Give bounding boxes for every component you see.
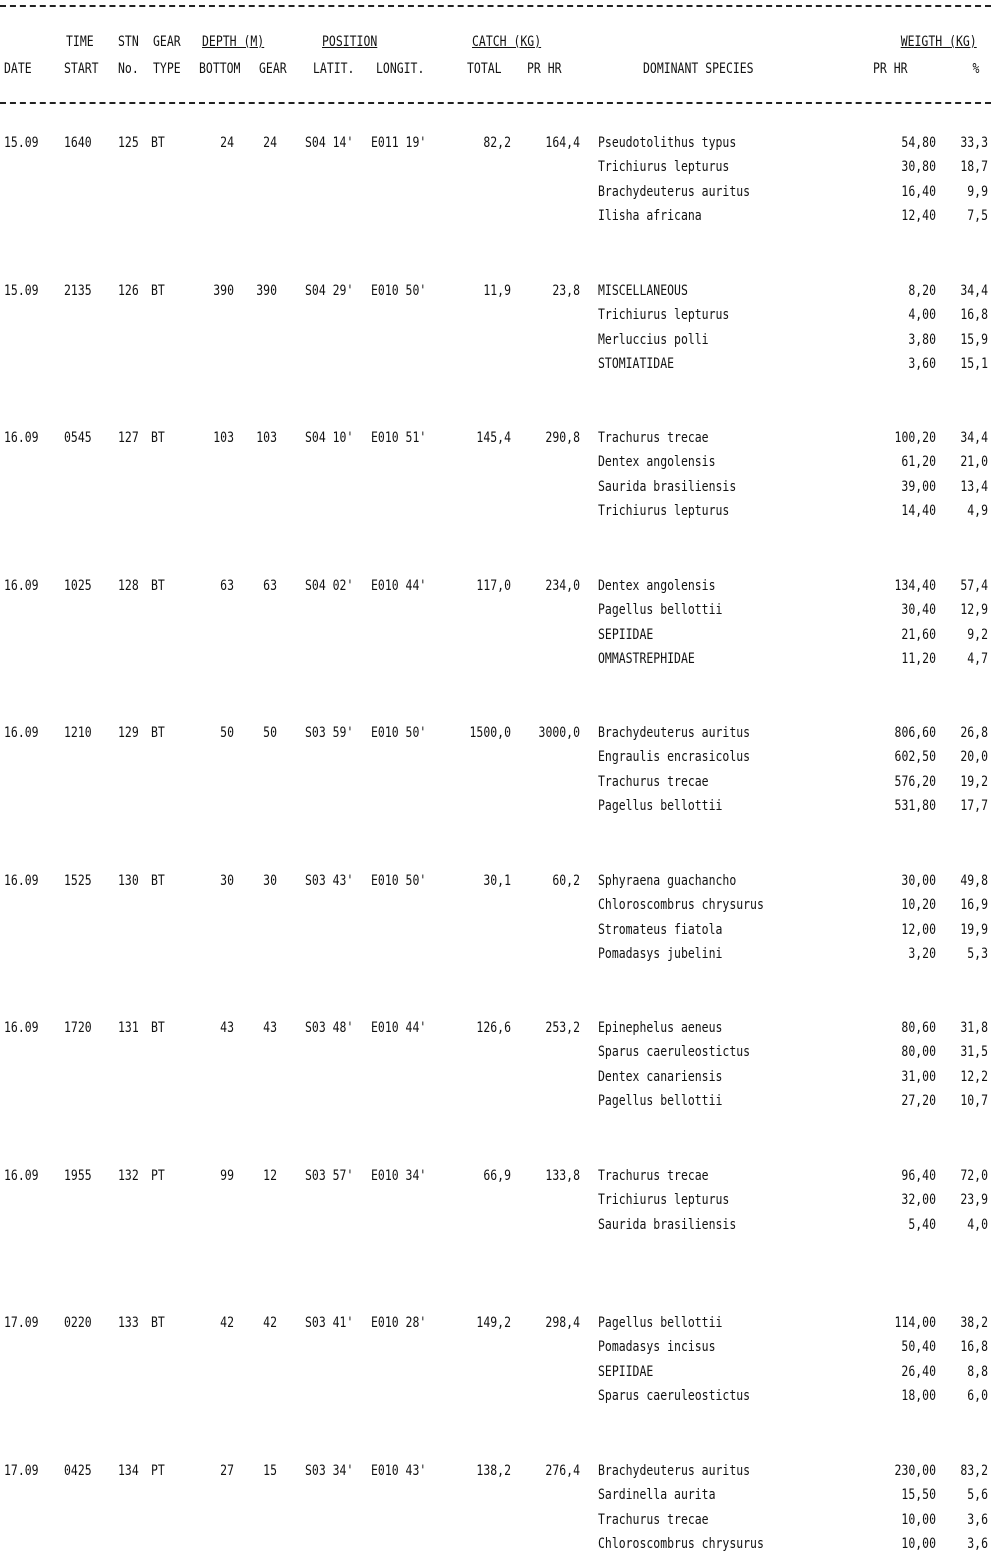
species-percent: 10,7 xyxy=(960,1093,988,1109)
header-start: START xyxy=(64,61,99,77)
header-bottom: BOTTOM xyxy=(199,61,241,77)
station-date: 16.09 xyxy=(4,873,39,889)
station-gear-depth: 63 xyxy=(263,578,277,594)
species-percent: 13,4 xyxy=(960,479,988,495)
species-percent: 19,2 xyxy=(960,774,988,790)
species-name: Chloroscombrus chrysurus xyxy=(598,1536,764,1552)
station-bottom-depth: 99 xyxy=(220,1168,234,1184)
station-bottom-depth: 30 xyxy=(220,873,234,889)
station-bottom-depth: 390 xyxy=(213,283,234,299)
station-catch-prhr: 23,8 xyxy=(552,283,580,299)
species-weight-prhr: 134,40 xyxy=(894,578,936,594)
station-catch-total: 66,9 xyxy=(483,1168,511,1184)
species-percent: 34,4 xyxy=(960,283,988,299)
station-catch-total: 138,2 xyxy=(476,1463,511,1479)
station-catch-prhr: 60,2 xyxy=(552,873,580,889)
species-weight-prhr: 100,20 xyxy=(894,430,936,446)
species-name: Brachydeuterus auritus xyxy=(598,725,751,741)
species-percent: 9,2 xyxy=(967,627,988,643)
station-bottom-depth: 50 xyxy=(220,725,234,741)
station-gear-type: BT xyxy=(151,1315,165,1331)
species-weight-prhr: 12,00 xyxy=(901,922,936,938)
station-date: 16.09 xyxy=(4,1168,39,1184)
species-percent: 19,9 xyxy=(960,922,988,938)
station-time: 0425 xyxy=(64,1463,92,1479)
station-bottom-depth: 27 xyxy=(220,1463,234,1479)
species-name: Epinephelus aeneus xyxy=(598,1020,723,1036)
station-longitude: E011 19' xyxy=(371,135,427,151)
species-name: Pagellus bellottii xyxy=(598,1315,723,1331)
species-weight-prhr: 10,00 xyxy=(901,1512,936,1528)
species-weight-prhr: 3,60 xyxy=(908,356,936,372)
species-name: Trachurus trecae xyxy=(598,430,709,446)
station-longitude: E010 43' xyxy=(371,1463,427,1479)
station-longitude: E010 44' xyxy=(371,1020,427,1036)
species-weight-prhr: 531,80 xyxy=(894,798,936,814)
station-catch-prhr: 253,2 xyxy=(545,1020,580,1036)
header-total: TOTAL xyxy=(467,61,502,77)
species-name: Trichiurus lepturus xyxy=(598,503,730,519)
species-weight-prhr: 39,00 xyxy=(901,479,936,495)
species-percent: 49,8 xyxy=(960,873,988,889)
species-name: Trachurus trecae xyxy=(598,1168,709,1184)
species-percent: 72,0 xyxy=(960,1168,988,1184)
station-date: 16.09 xyxy=(4,725,39,741)
species-weight-prhr: 5,40 xyxy=(908,1217,936,1233)
station-catch-prhr: 234,0 xyxy=(545,578,580,594)
station-date: 16.09 xyxy=(4,430,39,446)
station-catch-prhr: 164,4 xyxy=(545,135,580,151)
species-percent: 33,3 xyxy=(960,135,988,151)
header-latit: LATIT. xyxy=(313,61,355,77)
station-time: 1955 xyxy=(64,1168,92,1184)
species-weight-prhr: 32,00 xyxy=(901,1192,936,1208)
species-percent: 15,9 xyxy=(960,332,988,348)
station-number: 130 xyxy=(118,873,139,889)
species-weight-prhr: 27,20 xyxy=(901,1093,936,1109)
station-bottom-depth: 42 xyxy=(220,1315,234,1331)
station-time: 2135 xyxy=(64,283,92,299)
species-name: Engraulis encrasicolus xyxy=(598,749,751,765)
species-name: STOMIATIDAE xyxy=(598,356,675,372)
species-percent: 4,9 xyxy=(967,503,988,519)
species-percent: 20,0 xyxy=(960,749,988,765)
species-percent: 5,3 xyxy=(967,946,988,962)
station-number: 134 xyxy=(118,1463,139,1479)
station-number: 132 xyxy=(118,1168,139,1184)
species-percent: 4,0 xyxy=(967,1217,988,1233)
station-gear-depth: 15 xyxy=(263,1463,277,1479)
station-latitude: S03 57' xyxy=(305,1168,354,1184)
species-percent: 31,5 xyxy=(960,1044,988,1060)
station-time: 0545 xyxy=(64,430,92,446)
species-percent: 12,9 xyxy=(960,602,988,618)
station-gear-type: BT xyxy=(151,135,165,151)
station-longitude: E010 34' xyxy=(371,1168,427,1184)
station-latitude: S03 34' xyxy=(305,1463,354,1479)
species-weight-prhr: 230,00 xyxy=(894,1463,936,1479)
header-time: TIME xyxy=(66,34,94,50)
species-name: Pomadasys incisus xyxy=(598,1339,716,1355)
species-weight-prhr: 10,00 xyxy=(901,1536,936,1552)
species-name: Trachurus trecae xyxy=(598,774,709,790)
species-weight-prhr: 30,00 xyxy=(901,873,936,889)
species-percent: 34,4 xyxy=(960,430,988,446)
header-position: POSITION xyxy=(322,34,378,50)
species-weight-prhr: 3,80 xyxy=(908,332,936,348)
station-catch-total: 117,0 xyxy=(476,578,511,594)
header-weight: WEIGTH (KG) xyxy=(900,34,977,50)
header-dashed-rule xyxy=(0,102,991,104)
station-gear-depth: 43 xyxy=(263,1020,277,1036)
species-weight-prhr: 114,00 xyxy=(894,1315,936,1331)
station-number: 127 xyxy=(118,430,139,446)
species-percent: 21,0 xyxy=(960,454,988,470)
station-longitude: E010 44' xyxy=(371,578,427,594)
header-gear-depth: GEAR xyxy=(259,61,287,77)
station-time: 0220 xyxy=(64,1315,92,1331)
station-longitude: E010 51' xyxy=(371,430,427,446)
species-weight-prhr: 31,00 xyxy=(901,1069,936,1085)
header-no: No. xyxy=(118,61,139,77)
station-latitude: S03 59' xyxy=(305,725,354,741)
species-percent: 15,1 xyxy=(960,356,988,372)
station-latitude: S04 02' xyxy=(305,578,354,594)
species-percent: 5,6 xyxy=(967,1487,988,1503)
species-weight-prhr: 96,40 xyxy=(901,1168,936,1184)
species-percent: 3,6 xyxy=(967,1536,988,1552)
species-percent: 17,7 xyxy=(960,798,988,814)
station-longitude: E010 50' xyxy=(371,725,427,741)
header-prhr: PR HR xyxy=(527,61,562,77)
species-name: Sphyraena guachancho xyxy=(598,873,737,889)
species-percent: 3,6 xyxy=(967,1512,988,1528)
station-date: 16.09 xyxy=(4,578,39,594)
station-time: 1525 xyxy=(64,873,92,889)
species-name: Pomadasys jubelini xyxy=(598,946,723,962)
header-gear: GEAR xyxy=(153,34,181,50)
station-bottom-depth: 103 xyxy=(213,430,234,446)
station-latitude: S04 14' xyxy=(305,135,354,151)
species-weight-prhr: 50,40 xyxy=(901,1339,936,1355)
station-gear-depth: 12 xyxy=(263,1168,277,1184)
header-percent: % xyxy=(972,61,979,77)
species-name: Saurida brasiliensis xyxy=(598,1217,737,1233)
station-number: 133 xyxy=(118,1315,139,1331)
species-percent: 8,8 xyxy=(967,1364,988,1380)
species-percent: 83,2 xyxy=(960,1463,988,1479)
header-stn: STN xyxy=(118,34,139,50)
species-weight-prhr: 10,20 xyxy=(901,897,936,913)
station-catch-total: 1500,0 xyxy=(469,725,511,741)
species-percent: 16,8 xyxy=(960,1339,988,1355)
species-name: Stromateus fiatola xyxy=(598,922,723,938)
station-time: 1640 xyxy=(64,135,92,151)
species-name: Merluccius polli xyxy=(598,332,709,348)
station-number: 129 xyxy=(118,725,139,741)
species-weight-prhr: 80,00 xyxy=(901,1044,936,1060)
species-weight-prhr: 18,00 xyxy=(901,1388,936,1404)
header-species: DOMINANT SPECIES xyxy=(643,61,754,77)
species-name: Pseudotolithus typus xyxy=(598,135,737,151)
species-weight-prhr: 602,50 xyxy=(894,749,936,765)
header-depth: DEPTH (M) xyxy=(202,34,265,50)
station-gear-type: BT xyxy=(151,1020,165,1036)
header-longit: LONGIT. xyxy=(376,61,425,77)
species-name: Sardinella aurita xyxy=(598,1487,716,1503)
station-date: 15.09 xyxy=(4,135,39,151)
station-longitude: E010 50' xyxy=(371,283,427,299)
station-catch-total: 82,2 xyxy=(483,135,511,151)
species-weight-prhr: 61,20 xyxy=(901,454,936,470)
station-bottom-depth: 43 xyxy=(220,1020,234,1036)
species-name: Trichiurus lepturus xyxy=(598,1192,730,1208)
station-catch-prhr: 298,4 xyxy=(545,1315,580,1331)
species-weight-prhr: 8,20 xyxy=(908,283,936,299)
species-name: Saurida brasiliensis xyxy=(598,479,737,495)
station-gear-type: BT xyxy=(151,430,165,446)
species-name: Chloroscombrus chrysurus xyxy=(598,897,764,913)
station-latitude: S03 41' xyxy=(305,1315,354,1331)
header-date: DATE xyxy=(4,61,32,77)
species-weight-prhr: 26,40 xyxy=(901,1364,936,1380)
station-gear-type: BT xyxy=(151,283,165,299)
station-longitude: E010 28' xyxy=(371,1315,427,1331)
station-gear-depth: 390 xyxy=(256,283,277,299)
species-weight-prhr: 11,20 xyxy=(901,651,936,667)
species-name: Trichiurus lepturus xyxy=(598,307,730,323)
station-number: 125 xyxy=(118,135,139,151)
species-percent: 26,8 xyxy=(960,725,988,741)
station-time: 1025 xyxy=(64,578,92,594)
species-percent: 18,7 xyxy=(960,159,988,175)
species-name: Pagellus bellottii xyxy=(598,1093,723,1109)
header-weight-prhr: PR HR xyxy=(873,61,908,77)
species-weight-prhr: 21,60 xyxy=(901,627,936,643)
species-name: Dentex angolensis xyxy=(598,454,716,470)
station-gear-depth: 42 xyxy=(263,1315,277,1331)
species-name: Dentex angolensis xyxy=(598,578,716,594)
station-catch-total: 11,9 xyxy=(483,283,511,299)
species-name: Brachydeuterus auritus xyxy=(598,1463,751,1479)
species-weight-prhr: 3,20 xyxy=(908,946,936,962)
station-time: 1210 xyxy=(64,725,92,741)
station-gear-type: BT xyxy=(151,873,165,889)
station-date: 17.09 xyxy=(4,1315,39,1331)
species-name: SEPIIDAE xyxy=(598,1364,654,1380)
species-percent: 12,2 xyxy=(960,1069,988,1085)
species-percent: 57,4 xyxy=(960,578,988,594)
header-type: TYPE xyxy=(153,61,181,77)
station-gear-depth: 50 xyxy=(263,725,277,741)
header-catch: CATCH (KG) xyxy=(472,34,542,50)
station-gear-depth: 103 xyxy=(256,430,277,446)
station-catch-prhr: 276,4 xyxy=(545,1463,580,1479)
species-percent: 16,9 xyxy=(960,897,988,913)
station-catch-total: 30,1 xyxy=(483,873,511,889)
station-gear-type: BT xyxy=(151,578,165,594)
station-date: 16.09 xyxy=(4,1020,39,1036)
species-weight-prhr: 576,20 xyxy=(894,774,936,790)
species-weight-prhr: 54,80 xyxy=(901,135,936,151)
species-name: SEPIIDAE xyxy=(598,627,654,643)
species-percent: 7,5 xyxy=(967,208,988,224)
station-bottom-depth: 63 xyxy=(220,578,234,594)
species-name: Sparus caeruleostictus xyxy=(598,1044,751,1060)
species-name: Brachydeuterus auritus xyxy=(598,184,751,200)
species-weight-prhr: 15,50 xyxy=(901,1487,936,1503)
species-percent: 16,8 xyxy=(960,307,988,323)
station-number: 131 xyxy=(118,1020,139,1036)
species-weight-prhr: 12,40 xyxy=(901,208,936,224)
station-catch-total: 145,4 xyxy=(476,430,511,446)
station-latitude: S03 43' xyxy=(305,873,354,889)
station-gear-depth: 30 xyxy=(263,873,277,889)
species-weight-prhr: 14,40 xyxy=(901,503,936,519)
species-name: Pagellus bellottii xyxy=(598,602,723,618)
species-name: MISCELLANEOUS xyxy=(598,283,688,299)
species-name: Trichiurus lepturus xyxy=(598,159,730,175)
station-catch-prhr: 290,8 xyxy=(545,430,580,446)
species-name: Ilisha africana xyxy=(598,208,702,224)
species-weight-prhr: 80,60 xyxy=(901,1020,936,1036)
species-percent: 31,8 xyxy=(960,1020,988,1036)
station-gear-type: BT xyxy=(151,725,165,741)
top-dashed-rule xyxy=(0,5,991,7)
station-catch-prhr: 133,8 xyxy=(545,1168,580,1184)
species-percent: 9,9 xyxy=(967,184,988,200)
station-latitude: S03 48' xyxy=(305,1020,354,1036)
species-weight-prhr: 4,00 xyxy=(908,307,936,323)
species-percent: 4,7 xyxy=(967,651,988,667)
station-time: 1720 xyxy=(64,1020,92,1036)
species-weight-prhr: 30,40 xyxy=(901,602,936,618)
station-bottom-depth: 24 xyxy=(220,135,234,151)
station-gear-depth: 24 xyxy=(263,135,277,151)
station-longitude: E010 50' xyxy=(371,873,427,889)
station-number: 126 xyxy=(118,283,139,299)
species-name: Trachurus trecae xyxy=(598,1512,709,1528)
station-latitude: S04 10' xyxy=(305,430,354,446)
species-percent: 6,0 xyxy=(967,1388,988,1404)
species-weight-prhr: 30,80 xyxy=(901,159,936,175)
station-date: 17.09 xyxy=(4,1463,39,1479)
species-weight-prhr: 16,40 xyxy=(901,184,936,200)
station-gear-type: PT xyxy=(151,1463,165,1479)
station-number: 128 xyxy=(118,578,139,594)
species-percent: 23,9 xyxy=(960,1192,988,1208)
species-name: Pagellus bellottii xyxy=(598,798,723,814)
station-catch-total: 149,2 xyxy=(476,1315,511,1331)
station-gear-type: PT xyxy=(151,1168,165,1184)
species-name: Sparus caeruleostictus xyxy=(598,1388,751,1404)
station-catch-prhr: 3000,0 xyxy=(538,725,580,741)
species-percent: 38,2 xyxy=(960,1315,988,1331)
station-catch-total: 126,6 xyxy=(476,1020,511,1036)
station-latitude: S04 29' xyxy=(305,283,354,299)
station-date: 15.09 xyxy=(4,283,39,299)
species-name: Dentex canariensis xyxy=(598,1069,723,1085)
species-weight-prhr: 806,60 xyxy=(894,725,936,741)
species-name: OMMASTREPHIDAE xyxy=(598,651,695,667)
